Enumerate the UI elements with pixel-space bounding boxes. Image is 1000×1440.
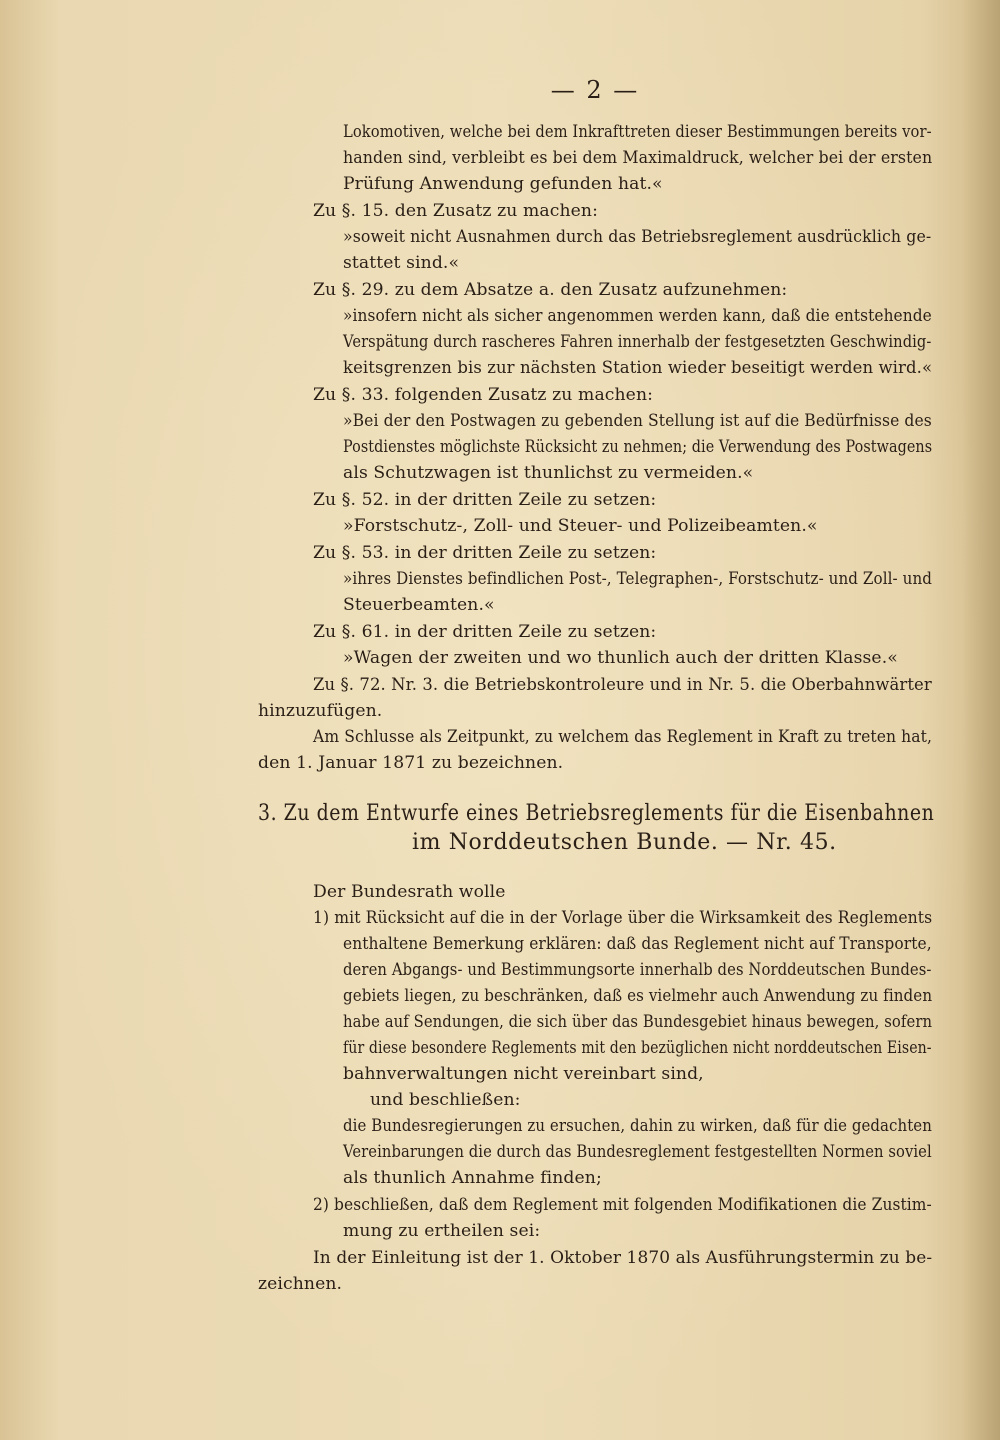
text-line: die Bundesregierungen zu ersuchen, dahin zu wirken, daß für die gedachten (343, 1116, 932, 1136)
text-line: Verspätung durch rascheres Fahren innerhalb der festgesetzten Geschwindig- (343, 332, 932, 352)
text-line: Lokomotiven, welche bei dem Inkrafttreten dieser Bestimmungen bereits vor- (343, 122, 932, 142)
text-line: Zu §. 33. folgenden Zusatz zu machen: (313, 385, 654, 405)
text-line: Zu §. 52. in der dritten Zeile zu setzen: (313, 490, 657, 510)
text-line: stattet sind.« (343, 253, 460, 273)
text-line: als Schutzwagen ist thunlichst zu vermeiden.« (343, 463, 754, 483)
text-line: handen sind, verbleibt es bei dem Maximaldruck, welcher bei der ersten (343, 148, 933, 168)
section-heading-line-1: 3. Zu dem Entwurfe eines Betriebsreglements für die Eisenbahnen (258, 801, 935, 826)
text-line: zeichnen. (258, 1274, 343, 1294)
page-edge-shadow (962, 0, 1000, 1440)
text-line: Prüfung Anwendung gefunden hat.« (343, 174, 663, 194)
text-line: enthaltene Bemerkung erklären: daß das Reglement nicht auf Transporte, (343, 934, 932, 954)
text-line: hinzuzufügen. (258, 701, 383, 721)
text-line: bahnverwaltungen nicht vereinbart sind, (343, 1064, 704, 1084)
text-line: »Forstschutz-, Zoll- und Steuer- und Polizeibeamten.« (343, 516, 818, 536)
text-line: Zu §. 29. zu dem Absatze a. den Zusatz aufzunehmen: (313, 280, 788, 300)
text-line: keitsgrenzen bis zur nächsten Station wieder beseitigt werden wird.« (343, 358, 933, 378)
text-line: als thunlich Annahme finden; (343, 1168, 602, 1188)
text-line: »soweit nicht Ausnahmen durch das Betriebsreglement ausdrücklich ge- (343, 227, 932, 247)
text-line: »Wagen der zweiten und wo thunlich auch der dritten Klasse.« (343, 648, 898, 668)
text-line: den 1. Januar 1871 zu bezeichnen. (258, 753, 564, 773)
text-line: mung zu ertheilen sei: (343, 1221, 541, 1241)
text-line: 2) beschließen, daß dem Reglement mit folgenden Modifikationen die Zustim- (313, 1195, 932, 1215)
text-line: habe auf Sendungen, die sich über das Bundesgebiet hinaus bewegen, sofern (343, 1012, 933, 1032)
section-heading-line-2: im Norddeutschen Bunde. — Nr. 45. (412, 830, 837, 855)
text-line: Der Bundesrath wolle (313, 882, 506, 902)
text-line: Postdienstes möglichste Rücksicht zu nehmen; die Verwendung des Postwagens (343, 437, 933, 457)
text-line: Zu §. 15. den Zusatz zu machen: (313, 201, 598, 221)
text-line: In der Einleitung ist der 1. Oktober 1870 als Ausführungstermin zu be- (313, 1248, 933, 1268)
text-line: Vereinbarungen die durch das Bundesreglement festgestellten Normen soviel (343, 1142, 932, 1162)
text-line: für diese besondere Reglements mit den bezüglichen nicht norddeutschen Eisen- (343, 1038, 932, 1058)
text-line: »ihres Dienstes befindlichen Post-, Telegraphen-, Forstschutz- und Zoll- und (343, 569, 933, 589)
text-line: Zu §. 53. in der dritten Zeile zu setzen: (313, 543, 657, 563)
page-number: — 2 — (550, 76, 640, 104)
text-line: Am Schlusse als Zeitpunkt, zu welchem das Reglement in Kraft zu treten hat, (313, 727, 933, 747)
text-line: Zu §. 72. Nr. 3. die Betriebskontroleure und in Nr. 5. die Oberbahnwärter (313, 675, 932, 695)
text-line: und beschließen: (370, 1090, 521, 1110)
text-line: gebiets liegen, zu beschränken, daß es vielmehr auch Anwendung zu finden (343, 986, 933, 1006)
text-line: 1) mit Rücksicht auf die in der Vorlage über die Wirksamkeit des Reglements (313, 908, 933, 928)
text-line: Zu §. 61. in der dritten Zeile zu setzen: (313, 622, 657, 642)
text-line: Steuerbeamten.« (343, 595, 495, 615)
text-line: deren Abgangs- und Bestimmungsorte innerhalb des Norddeutschen Bundes- (343, 960, 932, 980)
text-line: »insofern nicht als sicher angenommen werden kann, daß die entstehende (343, 306, 932, 326)
text-line: »Bei der den Postwagen zu gebenden Stellung ist auf die Bedürfnisse des (343, 411, 932, 431)
